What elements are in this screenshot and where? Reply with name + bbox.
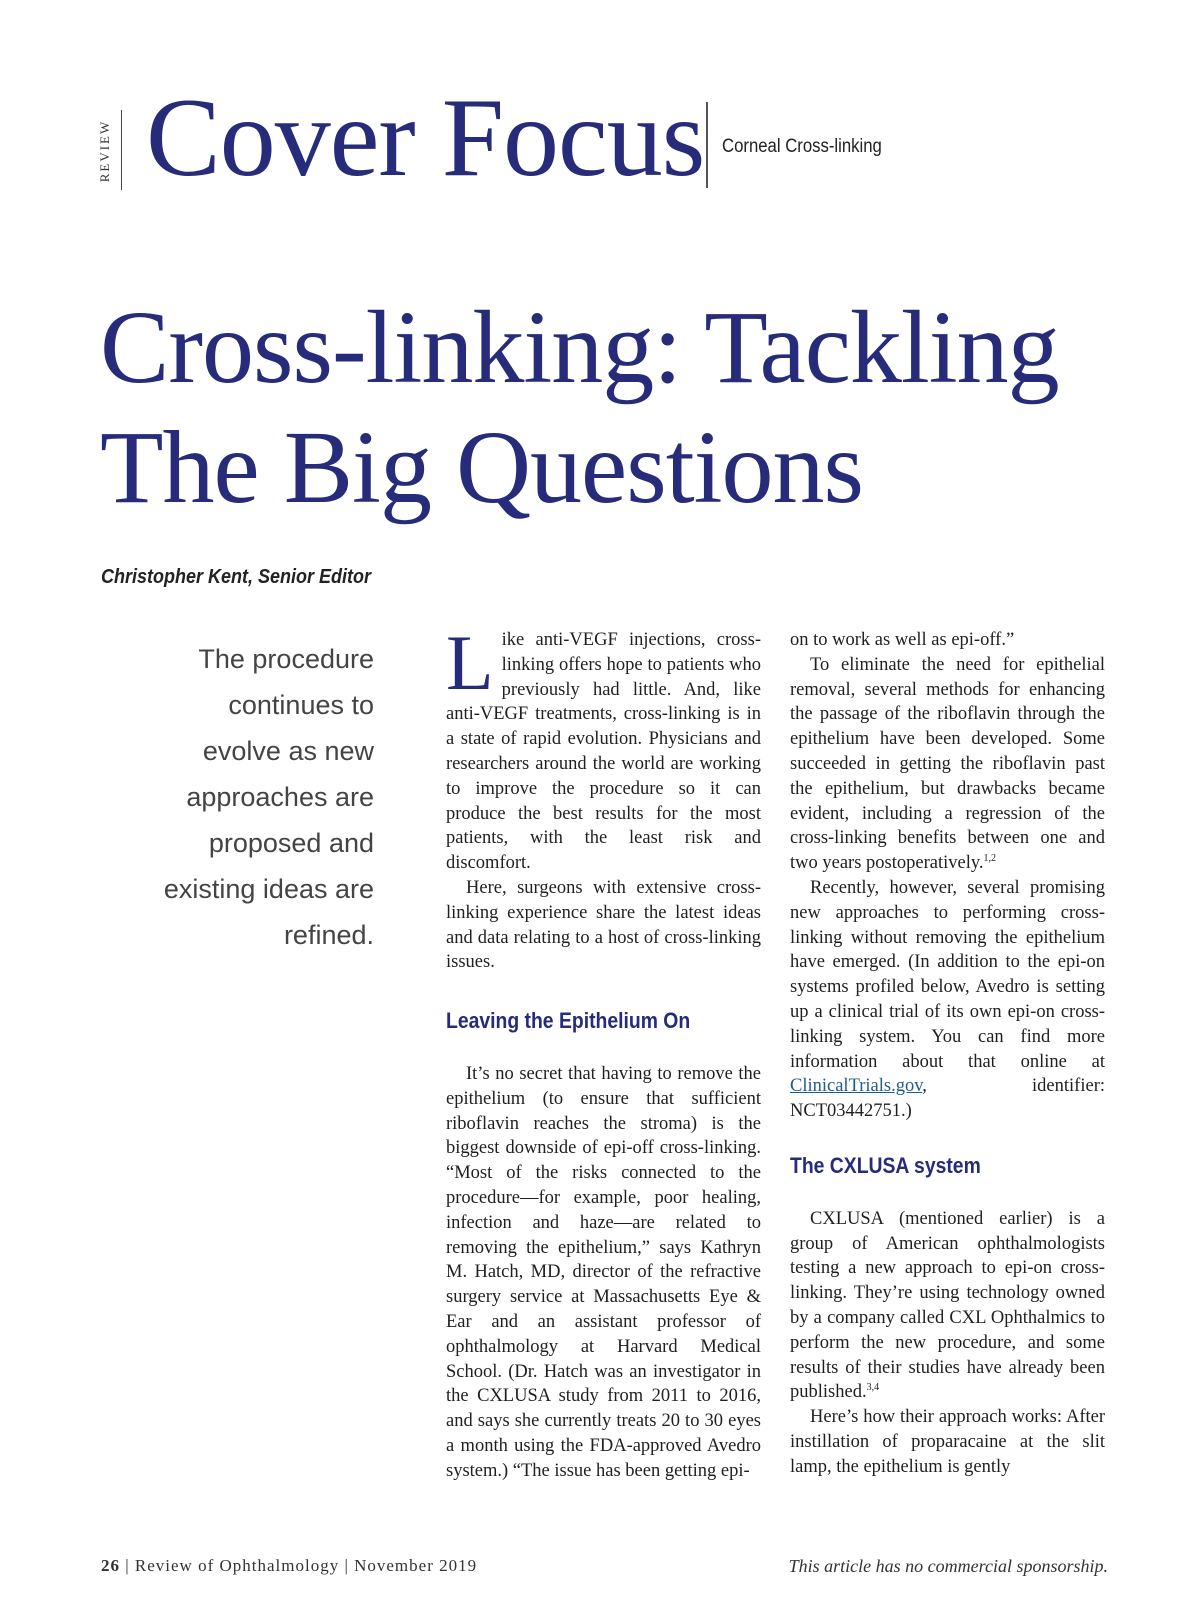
subheading: Leaving the Epithelium On [446,1008,691,1034]
body-column-2 [790,628,1105,1480]
body-paragraph: Here, surgeons with extensive cross-linking experience share the latest ideas and data relating to a host of cross-linking issues. [446,877,761,973]
pull-quote [140,636,374,958]
paragraph-text: ike anti-VEGF injections, cross-linking offers hope to patients who previously had little. And, like anti-VEGF treatments, cross-linking is in a state of rapid evolution. Physicians and researchers around the world are working to improve the procedure so it can produce the best results for the most patients, with the least risk and discomfort. [446,630,761,874]
pullquote-line: The procedure [198,644,374,674]
pullquote-line: continues to [228,690,374,720]
body-paragraph [790,876,1105,1124]
pullquote-line: existing ideas are [163,874,374,904]
body-paragraph [446,619,761,876]
paragraph-text: CXLUSA (mentioned earlier) is a group of American ophthalmologists testing a new approach to epi-on cross-linking. They’re using technology owned by a company called CXL Ophthalmics to perform the new procedure, and some results of their studies have already been published. [790,1208,1105,1403]
paragraph-text: Recently, however, several promising new approaches to performing cross-linking without removing the epithelium have emerged. (In addition to the epi-on systems profiled below, Avedro is setting up a clinical trial of its own epi-on cross-linking system. You can find more information about that online at [790,877,1105,1072]
body-column-1 [446,619,761,1484]
byline: Christopher Kent, Senior Editor [101,566,372,588]
paragraph-text: To eliminate the need for epithelial removal, several methods for enhancing the passage of the riboflavin through the epithelium have been developed. Some succeeded in getting the riboflavin past the epithelium, but drawbacks became evident, including a regression of the cross-linking benefits between one and two years postoperatively. [790,654,1105,874]
body-paragraph [790,653,1105,876]
pullquote-line: evolve as new [202,736,374,766]
paragraph-text: , identifier: NCT03442751.) [790,1076,1105,1122]
headline-line-1: Cross-linking: Tackling [100,290,1059,405]
headline-line-2: The Big Questions [100,410,863,525]
body-paragraph: on to work as well as epi-off.” [790,630,1015,650]
reference-superscript: 3,4 [866,1382,880,1394]
pullquote-line: approaches are [186,782,374,812]
sponsorship-note: This article has no commercial sponsorship. [788,1556,1108,1576]
article-headline [100,288,1160,528]
reference-superscript: 1,2 [983,853,997,865]
body-paragraph [790,1207,1105,1405]
page-number: 26 [101,1556,120,1575]
pullquote-line: refined. [283,920,374,950]
body-paragraph: Here’s how their approach works: After instillation of proparacaine at the slit lamp, the epithelium is gently [790,1407,1105,1477]
footer-folio [101,1556,477,1576]
header-divider [706,102,708,188]
subheading: The CXLUSA system [790,1152,981,1178]
section-title: Cover Focus [146,76,705,200]
section-topic: Corneal Cross-linking [722,136,882,157]
body-paragraph: It’s no secret that having to remove the epithelium (to ensure that sufficient riboflavin reaches the stroma) is the biggest downside of epi-off cross-linking. “Most of the risks connected to the procedure—for example, poor healing, infection and haze—are related to removing the epithelium,” says Kathryn M. Hatch, MD, director of the refractive surgery service at Massachusetts Eye & Ear and an assistant professor of ophthalmology at Harvard Medical School. (Dr. Hatch was an investigator in the CXLUSA study from 2011 to 2016, and says she currently treats 20 to 30 eyes a month using the FDA-approved Avedro system.) “The issue has been getting epi- [446,1063,761,1481]
review-label: REVIEW [97,119,112,183]
review-vertical-label [93,110,122,190]
pullquote-line: proposed and [208,828,374,858]
clinicaltrials-link[interactable]: ClinicalTrials.gov [790,1076,923,1097]
publication-info: | Review of Ophthalmology | November 2019 [125,1556,478,1575]
drop-cap: L [446,619,494,706]
